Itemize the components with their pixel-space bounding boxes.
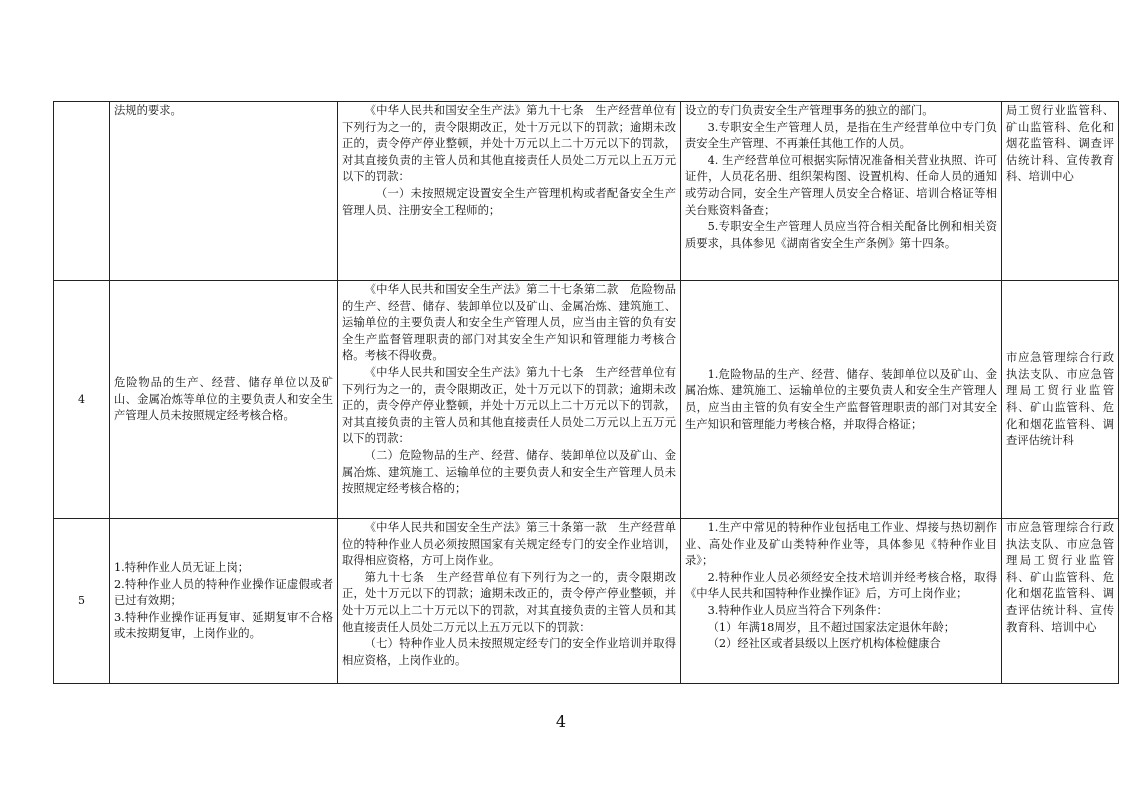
guidance-text: 5.专职安全生产管理人员应当符合相关配备比例和相关资质要求，具体参见《湖南省安全生产条例》第十四条。 bbox=[685, 220, 997, 250]
department-cell bbox=[1002, 519, 1119, 684]
legal-text: 第九十七条 生产经营单位有下列行为之一的，责令限期改正，处十万元以下的罚款；逾期未改正的，责令停产停业整顿，并处十万元以上二十万元以下的罚款，对其直接负责的主管人员和其他直接责任人员处二万元以上五万元以下的罚款： bbox=[342, 570, 676, 634]
guidance-text: 2.特种作业人员必须经安全技术培训并经考核合格，取得《中华人民共和国特种作业操作证》后，方可上岗作业； bbox=[685, 570, 997, 601]
legal-text: 《中华人民共和国安全生产法》第三十条第一款 生产经营单位的特种作业人员必须按照国家有关规定经专门的安全作业培训，取得相应资格，方可上岗作业。 bbox=[342, 521, 676, 568]
table-row bbox=[54, 281, 1119, 519]
department-text: 市应急管理综合行政执法支队、市应急管理局工贸行业监管科、矿山监管科、危化和烟花监管科、调查评估统计科、宣传教育科、培训中心 bbox=[1006, 521, 1114, 634]
guidance-text: （1）年满18周岁，且不超过国家法定退休年龄； bbox=[707, 620, 956, 634]
guidance-text: （2）经社区或者县级以上医疗机构体检健康合 bbox=[707, 637, 941, 651]
legal-text: （二）危险物品的生产、经营、储存、装卸单位以及矿山、金属冶炼、建筑施工、运输单位的主要负责人和安全生产管理人员未按照规定经考核合格的； bbox=[342, 448, 676, 496]
legal-text: 《中华人民共和国安全生产法》第二十七条第二款 危险物品的生产、经营、储存、装卸单位以及矿山、金属冶炼、建筑施工、运输单位的主要负责人和安全生产管理人员，应当由主管的负有安全生产监督管理职责的部门对其安全生产知识和管理能力考核合格。考核不得收费。 bbox=[342, 283, 676, 363]
regulation-table bbox=[53, 101, 1119, 684]
legal-text: 《中华人民共和国安全生产法》第九十七条 生产经营单位有下列行为之一的，责令限期改正，处十万元以下的罚款；逾期未改正的，责令停产停业整顿，并处十万元以上二十万元以下的罚款，对其直接负责的主管人员和其他直接责任人员处二万元以上五万元以下的罚款： bbox=[342, 365, 676, 446]
legal-text: （七）特种作业人员未按照规定经专门的安全作业培训并取得相应资格，上岗作业的。 bbox=[342, 637, 676, 667]
guidance-cell bbox=[681, 102, 1002, 281]
guidance-text: 3.特种作业人员应当符合下列条件： bbox=[707, 603, 888, 617]
legal-basis-cell bbox=[338, 281, 681, 519]
legal-text: （一）未按照规定设置安全生产管理机构或者配备安全生产管理人员、注册安全工程师的； bbox=[342, 186, 676, 217]
violation-text: 2.特种作业人员的特种作业操作证虚假或者已过有效期； bbox=[114, 577, 333, 608]
violation-cell bbox=[110, 519, 338, 684]
row-number bbox=[54, 102, 110, 281]
violation-cell bbox=[110, 102, 338, 281]
guidance-text: 3.专职安全生产管理人员，是指在生产经营单位中专门负责安全生产管理、不再兼任其他工作的人员。 bbox=[685, 120, 997, 151]
guidance-text: 设立的专门负责安全生产管理事务的独立的部门。 bbox=[685, 104, 934, 117]
guidance-text: 4. 生产经营单位可根据实际情况准备相关营业执照、许可证件，人员花名册、组织架构图、设置机构、任命人员的通知或劳动合同，安全生产管理人员安全合格证、培训合格证等相关台账资料备查； bbox=[685, 153, 997, 217]
legal-basis-cell bbox=[338, 519, 681, 684]
department-cell bbox=[1002, 281, 1119, 519]
guidance-cell bbox=[681, 281, 1002, 519]
department-text: 市应急管理综合行政执法支队、市应急管理局工贸行业监管科、矿山监管科、危化和烟花监管科、调查评估统计科 bbox=[1006, 351, 1114, 448]
legal-basis-cell bbox=[338, 102, 681, 281]
row-number: 5 bbox=[54, 519, 110, 684]
department-cell bbox=[1002, 102, 1119, 281]
table-row bbox=[54, 102, 1119, 281]
page-number: 4 bbox=[555, 712, 567, 731]
guidance-text: 1.生产中常见的特种作业包括电工作业、焊接与热切割作业、高处作业及矿山类特种作业等，具体参见《特种作业目录》； bbox=[685, 521, 997, 568]
violation-text: 1.特种作业人员无证上岗； bbox=[114, 561, 250, 575]
row-number: 4 bbox=[54, 281, 110, 519]
violation-text: 危险物品的生产、经营、储存单位以及矿山、金属冶炼等单位的主要负责人和安全生产管理人员未按照规定经考核合格。 bbox=[114, 376, 333, 423]
department-text: 局工贸行业监管科、矿山监管科、危化和烟花监管科、调查评估统计科、宣传教育科、培训中心 bbox=[1006, 104, 1114, 184]
legal-text: 《中华人民共和国安全生产法》第九十七条 生产经营单位有下列行为之一的，责令限期改正，处十万元以下的罚款；逾期未改正的，责令停产停业整顿，并处十万元以上二十万元以下的罚款，对其直接负责的主管人员和其他直接责任人员处二万元以上五万元以下的罚款： bbox=[342, 104, 676, 184]
violation-text: 法规的要求。 bbox=[114, 104, 182, 117]
violation-text: 3.特种作业操作证再复审、延期复审不合格或未按期复审，上岗作业的。 bbox=[114, 610, 333, 641]
guidance-cell bbox=[681, 519, 1002, 684]
guidance-text: 1.危险物品的生产、经营、储存、装卸单位以及矿山、金属冶炼、建筑施工、运输单位的主要负责人和安全生产管理人员，应当由主管的负有安全生产监督管理职责的部门对其安全生产知识和管理能力考核合格，并取得合格证； bbox=[685, 367, 997, 431]
violation-cell bbox=[110, 281, 338, 519]
table-row bbox=[54, 519, 1119, 684]
